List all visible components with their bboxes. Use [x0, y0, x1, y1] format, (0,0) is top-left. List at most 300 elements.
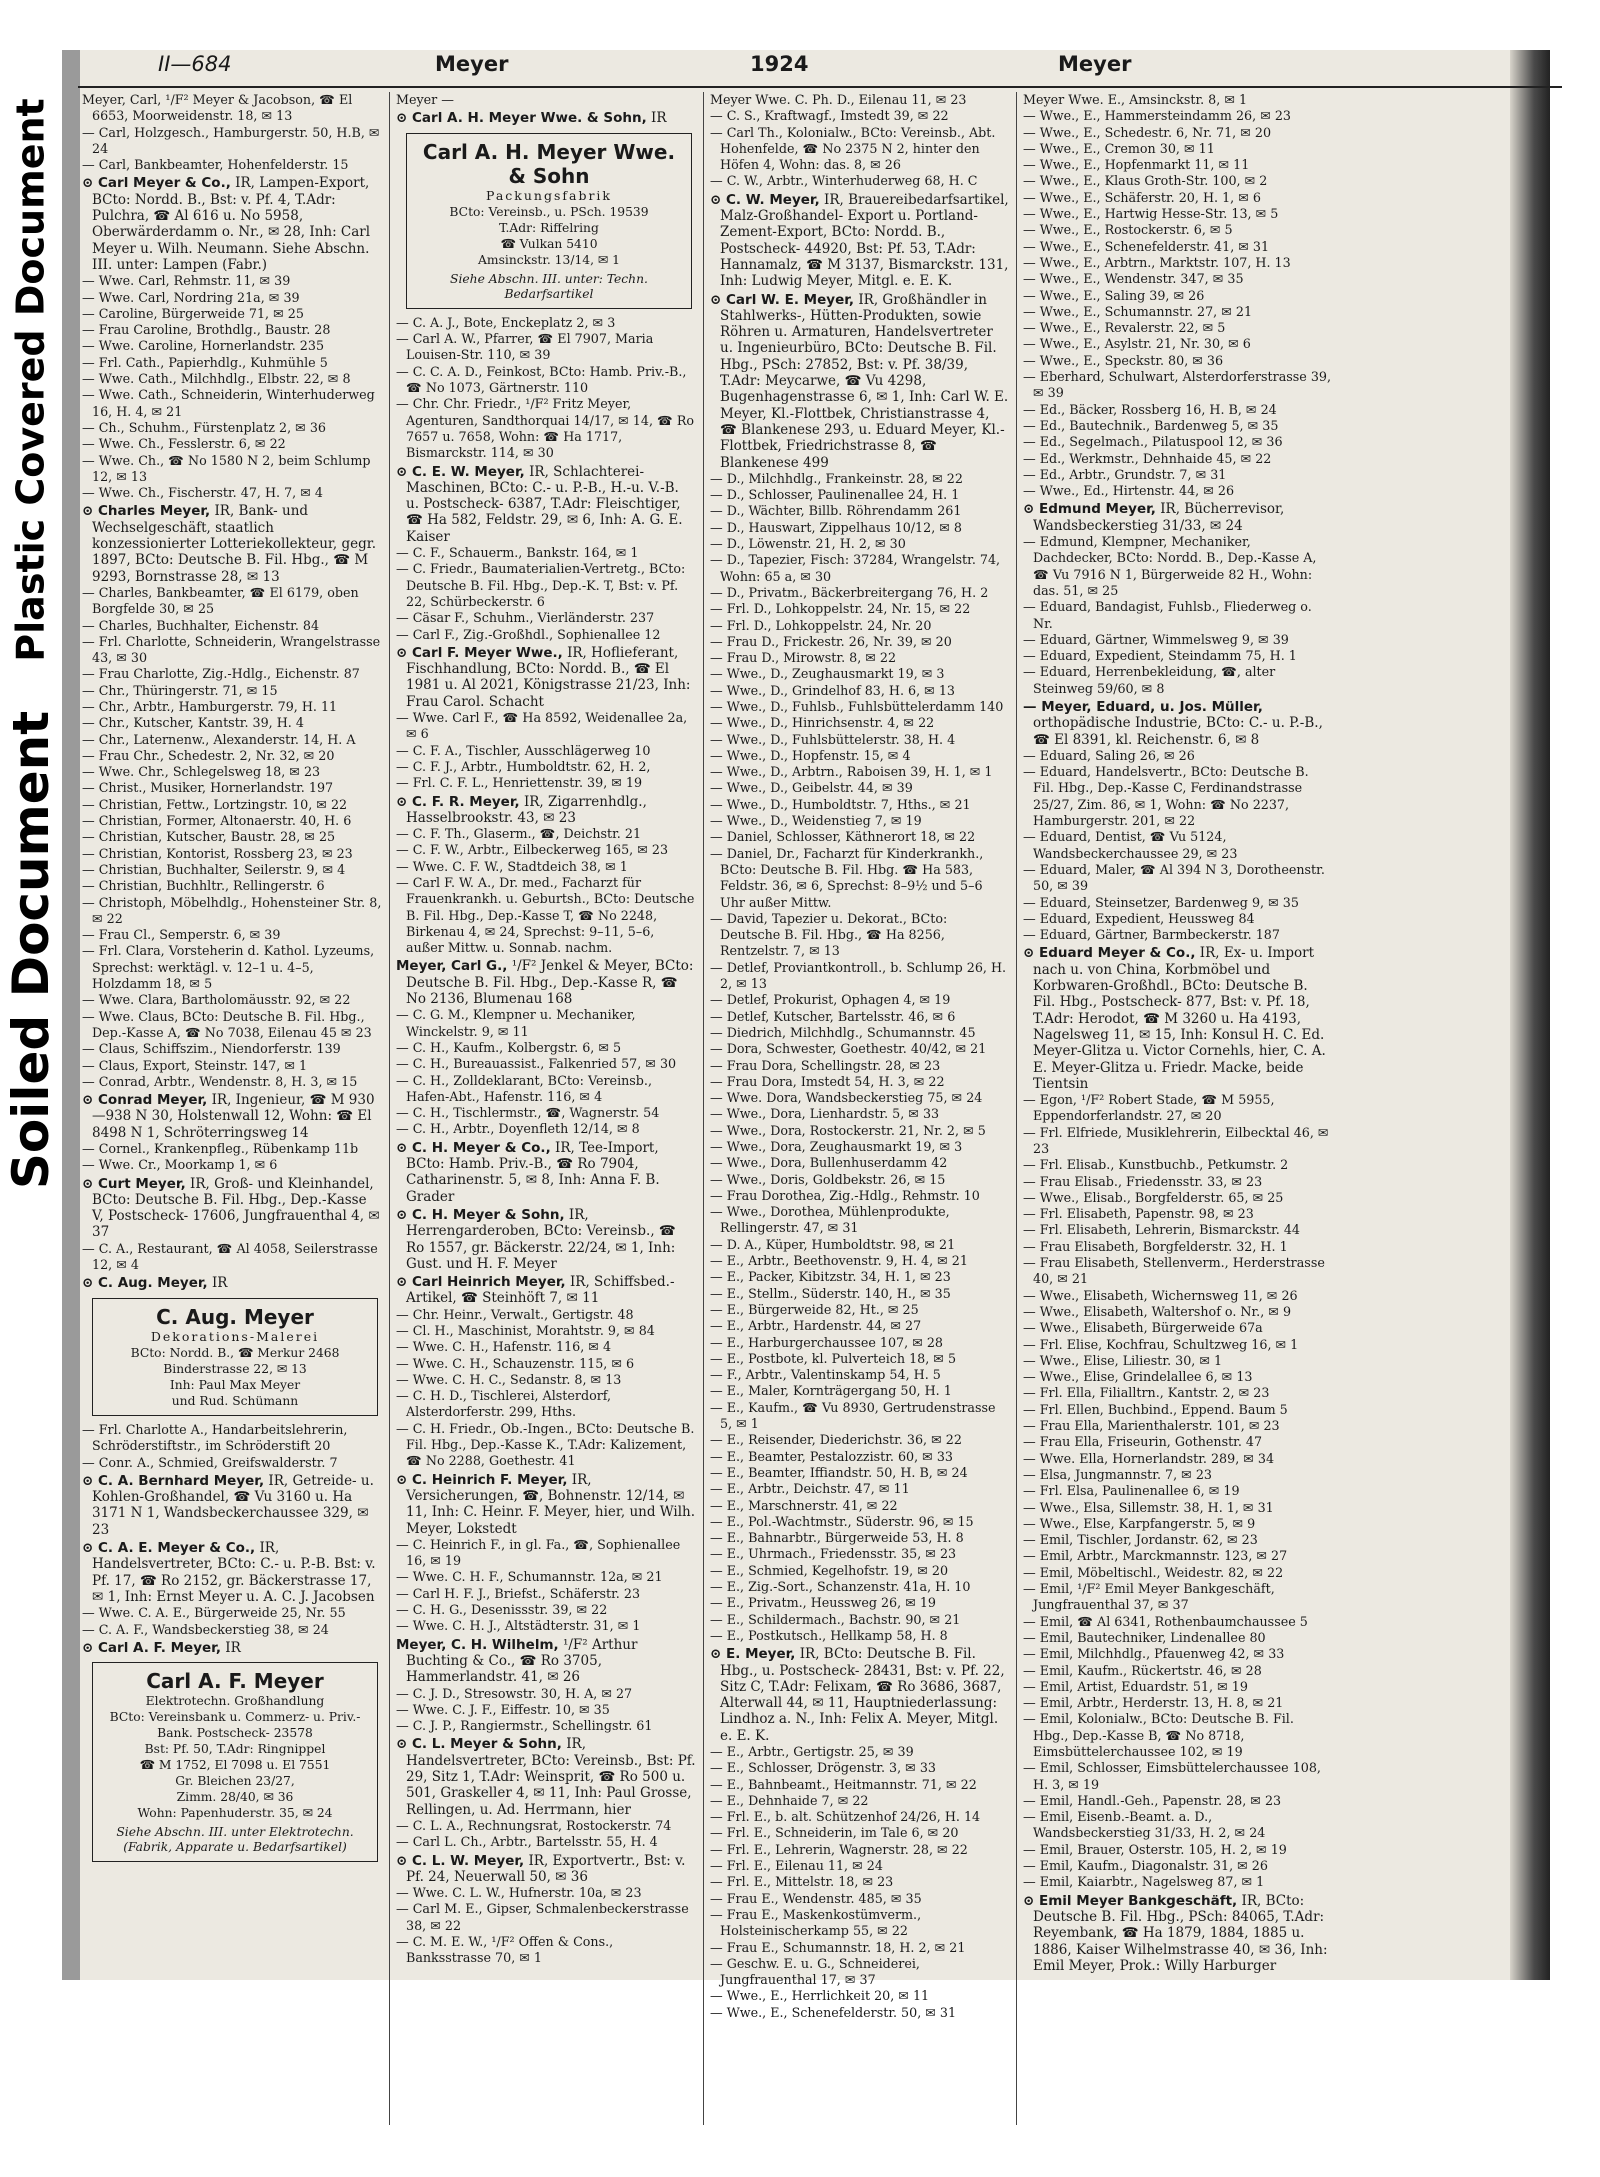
directory-entry	[1023, 748, 1333, 764]
entry-name: Edmund Meyer,	[1039, 501, 1156, 518]
directory-entry	[710, 764, 1010, 780]
page-number: II—684	[158, 52, 232, 76]
entry-text: IR	[211, 1275, 228, 1292]
ad-line: Bst: Pf. 50, T.Adr: Ringnippel	[144, 1742, 326, 1757]
directory-entry	[1023, 255, 1333, 271]
directory-entry	[82, 420, 382, 436]
entry-text: — E., Packer, Kibitzstr. 34, H. 1, ✉ 23	[710, 1269, 951, 1285]
directory-entry	[82, 829, 382, 845]
ad-title: Carl A. H. Meyer Wwe. & Sohn	[422, 139, 676, 188]
entry-text: — Wwe., E., Schumannstr. 27, ✉ 21	[1023, 303, 1253, 319]
directory-entry	[710, 1318, 1010, 1334]
directory-entry	[1023, 1581, 1333, 1614]
entry-text: — C. F. J., Arbtr., Humboldtstr. 62, H. 2,	[396, 758, 651, 774]
directory-entry	[710, 1172, 1010, 1188]
directory-entry	[396, 859, 696, 875]
directory-entry	[1023, 1304, 1333, 1320]
entry-text: — D., Privatm., Bäckerbreitergang 76, H. 2	[710, 584, 989, 600]
directory-entry	[82, 453, 382, 486]
entry-name: Carl F. Meyer Wwe.,	[412, 644, 563, 661]
directory-entry	[396, 1140, 696, 1205]
directory-entry	[710, 1253, 1010, 1269]
directory-entry	[1023, 699, 1333, 748]
entry-text: — Wwe., D., Humboldtstr. 7, Hths., ✉ 21	[710, 796, 971, 812]
directory-entry	[1023, 1500, 1333, 1516]
entry-text: — Detlef, Proviantkontroll., b. Schlump 26, H. 2, ✉ 13	[710, 959, 1007, 992]
directory-entry	[82, 1422, 382, 1455]
entry-name: E. Meyer,	[726, 1646, 796, 1663]
entry-text: — Emil, Handl.-Geh., Papenstr. 28, ✉ 23	[1023, 1792, 1282, 1808]
directory-entry	[1023, 320, 1333, 336]
directory-entry	[1023, 1206, 1333, 1222]
directory-entry	[396, 1207, 696, 1272]
entry-text: — Frl. Elsa, Paulinenallee 6, ✉ 19	[1023, 1483, 1240, 1499]
entry-text: — Frau Charlotte, Zig.-Hdlg., Eichenstr. 87	[82, 666, 360, 682]
entry-text: — Diedrich, Milchhdlg., Schumannstr. 45	[710, 1024, 976, 1040]
entry-name: C. F. R. Meyer,	[412, 793, 520, 810]
bullet-icon: ⊙	[396, 110, 413, 127]
directory-entry	[82, 371, 382, 387]
bullet-icon: ⊙	[396, 644, 413, 661]
directory-entry	[710, 1530, 1010, 1546]
entry-text: — C. L. A., Rechnungsrat, Rostockerstr. 74	[396, 1817, 672, 1833]
entry-text: — C. M. E. W., ¹/F² Offen & Cons., Banksstrasse 70, ✉ 1	[396, 1933, 614, 1966]
directory-entry	[82, 1473, 382, 1538]
directory-entry	[1023, 1157, 1333, 1173]
soiled-document-text: Soiled Document	[2, 710, 61, 1190]
entry-text: — Wwe., E., Hartwig Hesse-Str. 13, ✉ 5	[1023, 206, 1279, 222]
directory-entry	[710, 1628, 1010, 1644]
directory-entry	[710, 1123, 1010, 1139]
directory-entry	[710, 1106, 1010, 1122]
directory-entry	[710, 1041, 1010, 1057]
entry-text: — Christian, Fettw., Lortzingstr. 10, ✉ 22	[82, 796, 348, 812]
directory-entry	[1023, 1288, 1333, 1304]
directory-entry	[82, 175, 382, 273]
directory-entry	[710, 1432, 1010, 1448]
entry-text: — Frl. Elise, Kochfrau, Schultzweg 16, ✉ 1	[1023, 1336, 1299, 1352]
ad-line: Wohn: Papenhuderstr. 35, ✉ 24	[137, 1806, 333, 1821]
directory-entry	[396, 1637, 696, 1686]
directory-entry	[396, 842, 696, 858]
entry-text: — Detlef, Prokurist, Ophagen 4, ✉ 19	[710, 992, 951, 1008]
entry-text: — Wwe. Cath., Schneiderin, Winterhuderweg 16, H. 4, ✉ 21	[82, 387, 375, 419]
entry-text: — E., Uhrmach., Friedensstr. 35, ✉ 23	[710, 1546, 957, 1562]
directory-entry	[710, 1514, 1010, 1530]
directory-entry	[710, 125, 1010, 174]
entry-text: — Frl. C. F. L., Henriettenstr. 39, ✉ 19	[396, 775, 643, 791]
entry-text: — Carl, Holzgesch., Hamburgerstr. 50, H.B, ✉ 24	[82, 124, 380, 156]
bullet-icon: ⊙	[82, 1175, 99, 1192]
entry-text: — Ed., Bautechnik., Bardenweg 5, ✉ 35	[1023, 417, 1279, 433]
bullet-icon: ⊙	[710, 1646, 727, 1663]
directory-entry	[1023, 92, 1333, 108]
entry-text: — Christian, Buchhalter, Seilerstr. 9, ✉ 4	[82, 861, 346, 877]
directory-entry	[396, 1602, 696, 1618]
entry-text: — C. J. P., Rangiermstr., Schellingstr. 61	[396, 1718, 653, 1734]
entry-text: — C. S., Kraftwagf., Imstedt 39, ✉ 22	[710, 108, 949, 124]
directory-entry	[710, 1269, 1010, 1285]
directory-entry	[710, 1579, 1010, 1595]
entry-text: — Eduard, Maler, ☎ Al 394 N 3, Dorotheenstr. 50, ✉ 39	[1023, 861, 1325, 894]
entry-text: — Christian, Former, Altonaerstr. 40, H. 6	[82, 813, 352, 829]
directory-entry	[82, 92, 382, 125]
entry-text: — Wwe., E., Schenefelderstr. 50, ✉ 31	[710, 2004, 957, 2020]
entry-text: — Wwe. Ch., Fischerstr. 47, H. 7, ✉ 4	[82, 485, 323, 501]
directory-entry	[710, 797, 1010, 813]
entry-text: — Frau Dorothea, Zig.-Hdlg., Rehmstr. 10	[710, 1187, 980, 1203]
entry-text: — Frl. Elisabeth, Lehrerin, Bismarckstr. 44	[1023, 1222, 1301, 1238]
entry-text: — Wwe. Ella, Hornerlandstr. 289, ✉ 34	[1023, 1450, 1275, 1466]
directory-entry	[710, 666, 1010, 682]
entry-text: — Conrad, Arbtr., Wendenstr. 8, H. 3, ✉ 15	[82, 1073, 358, 1089]
entry-text: — C. C. A. D., Feinkost, BCto: Hamb. Priv.-B., ☎ No 1073, Gärtnerstr. 110	[396, 363, 687, 396]
entry-text: IR, BCto: Deutsche B. Fil. Hbg., u. Postscheck- 28431, Bst: v. Pf. 22, Sitz C, T.Adr: Felixam, ☎ Ro 3686, 3687, Alterwall 44, ✉ 11, Hauptniederlassung: Lindhoz a. N., Inh: Felix A. Meyer, Mitgl. e. E. K.	[720, 1646, 1005, 1744]
entry-text: — Chr., Laternenw., Alexanderstr. 14, H. A	[82, 731, 356, 747]
entry-text: — Wwe. C. H. J., Altstädterstr. 31, ✉ 1	[396, 1618, 641, 1634]
entry-text: — E., Marschnerstr. 41, ✉ 22	[710, 1497, 898, 1513]
entry-text: — Frau E., Maskenkostümverm., Holsteinischerkamp 55, ✉ 22	[710, 1906, 922, 1939]
entry-text: — Wwe., Dora, Lienhardstr. 5, ✉ 33	[710, 1106, 940, 1122]
entry-text: — C. F. W., Arbtr., Eilbeckerweg 165, ✉ 23	[396, 842, 669, 858]
entry-text: — Wwe., Elise, Liliestr. 30, ✉ 1	[1023, 1352, 1223, 1368]
directory-entry	[710, 911, 1010, 960]
bullet-icon: ⊙	[396, 1139, 413, 1156]
entry-text: — D., Hauswart, Zippelhaus 10/12, ✉ 8	[710, 519, 963, 535]
column-rule	[1016, 92, 1017, 2125]
directory-entry	[710, 1367, 1010, 1383]
entry-text: — E., Harburgerchaussee 107, ✉ 28	[710, 1334, 944, 1350]
entry-text: — Emil, Eisenb.-Beamt. a. D., Wandsbeckerstieg 31/33, H. 2, ✉ 24	[1023, 1809, 1266, 1841]
directory-entry	[82, 992, 382, 1008]
entry-text: — D., Wächter, Billb. Röhrendamm 261	[710, 503, 962, 519]
entry-text: IR, Lampen-Export, BCto: Nordd. B., Bst: v. Pf. 4, T.Adr: Pulchra, ☎ Al 616 u. No 5958, Oberwärderdamm o. Nr., ✉ 28, Inh: Carl Meyer u. Wilh. Neumann. Siehe Abschn. III. unter: Lampen (Fabr.)	[92, 175, 371, 273]
directory-entry	[396, 396, 696, 461]
directory-entry	[710, 1009, 1010, 1025]
entry-text: — Wwe., Elisabeth, Wichernsweg 11, ✉ 26	[1023, 1287, 1298, 1303]
directory-entry	[710, 1874, 1010, 1890]
entry-text: — E., Schmied, Kegelhofstr. 19, ✉ 20	[710, 1562, 949, 1578]
directory-entry	[1023, 1369, 1333, 1385]
directory-entry	[1023, 467, 1333, 483]
directory-entry	[1023, 895, 1333, 911]
ad-line: Gr. Bleichen 23/27,	[175, 1774, 295, 1789]
directory-entry	[82, 732, 382, 748]
entry-text: — Frl. Elisabeth, Papenstr. 98, ✉ 23	[1023, 1206, 1254, 1222]
entry-text: — Wwe., E., Asylstr. 21, Nr. 30, ✉ 6	[1023, 336, 1251, 352]
entry-text: — Wwe. Caroline, Hornerlandstr. 235	[82, 338, 325, 354]
entry-text: — Wwe. Ch., Fesslerstr. 6, ✉ 22	[82, 436, 286, 452]
directory-entry	[710, 1744, 1010, 1760]
directory-entry	[82, 1605, 382, 1621]
directory-entry	[1023, 1434, 1333, 1450]
entry-name: C. H. Meyer & Sohn,	[412, 1206, 565, 1223]
ad-subtitle: Packungsfabrik	[485, 187, 613, 203]
entry-text: — Frau Ella, Marienthalerstr. 101, ✉ 23	[1023, 1418, 1280, 1434]
directory-entry	[396, 1818, 696, 1834]
entry-text: — Eduard, Herrenbekleidung, ☎, alter Steinweg 59/60, ✉ 8	[1023, 664, 1276, 696]
directory-entry	[82, 683, 382, 699]
directory-entry	[82, 813, 382, 829]
directory-entry	[396, 1618, 696, 1634]
entry-text: — Detlef, Kutscher, Bartelsstr. 46, ✉ 6	[710, 1008, 956, 1024]
entry-text: — E., Beamter, Iffiandstr. 50, H. B, ✉ 24	[710, 1464, 968, 1480]
entry-text: — Wwe., Dora, Rostockerstr. 21, Nr. 2, ✉ 5	[710, 1122, 986, 1138]
entry-text: — F., Arbtr., Valentinskamp 54, H. 5	[710, 1367, 941, 1383]
entry-text: — Carl L. Ch., Arbtr., Bartelsstr. 55, H. 4	[396, 1834, 658, 1850]
entry-name: C. L. Meyer & Sohn,	[412, 1736, 562, 1753]
directory-entry	[1023, 1695, 1333, 1711]
directory-entry	[1023, 1418, 1333, 1434]
directory-entry	[396, 826, 696, 842]
directory-entry	[1023, 190, 1333, 206]
entry-name: C. W. Meyer,	[726, 191, 820, 208]
directory-entry	[82, 1141, 382, 1157]
directory-entry	[396, 1934, 696, 1967]
entry-text: — Emil, ¹/F² Emil Meyer Bankgeschäft, Jungfrauenthal 37, ✉ 37	[1023, 1581, 1275, 1613]
directory-entry	[82, 1092, 382, 1141]
directory-entry	[710, 1383, 1010, 1399]
entry-text: — Wwe., D., Arbtrn., Raboisen 39, H. 1, ✉ 1	[710, 764, 993, 780]
entry-text: — Emil, Bautechniker, Lindenallee 80	[1023, 1629, 1266, 1645]
directory-entry	[710, 173, 1010, 189]
entry-text: IR, Herrengarderoben, BCto: Vereinsb., ☎ Ro 1557, gr. Bäckerstr. 22/24, ✉ 1, Inh: Gust. und H. F. Meyer	[406, 1206, 676, 1272]
directory-entry	[1023, 157, 1333, 173]
directory-entry	[396, 1834, 696, 1850]
entry-text: — C. H., Zolldeklarant, BCto: Vereinsb., Hafen-Abt., Hafenstr. 116, ✉ 4	[396, 1072, 652, 1104]
plastic-covered-text: Plastic Covered Document	[9, 98, 54, 662]
directory-entry	[1023, 1174, 1333, 1190]
entry-text: — Frl. E., Eilenau 11, ✉ 24	[710, 1858, 883, 1874]
directory-entry	[82, 780, 382, 796]
entry-text: — Eduard, Steinsetzer, Bardenweg 9, ✉ 35	[1023, 894, 1299, 910]
entry-text: — Wwe., E., Cremon 30, ✉ 11	[1023, 140, 1215, 156]
directory-entry	[82, 846, 382, 862]
entry-text: — Wwe. C. H. F., Schumannstr. 12a, ✉ 21	[396, 1569, 663, 1585]
entry-text: — Wwe., E., Hopfenmarkt 11, ✉ 11	[1023, 157, 1250, 173]
directory-entry	[710, 1563, 1010, 1579]
directory-entry	[1023, 534, 1333, 599]
directory-entry	[1023, 1793, 1333, 1809]
directory-entry	[710, 1335, 1010, 1351]
directory-entry	[710, 1777, 1010, 1793]
entry-text: — Frau Ella, Friseurin, Gothenstr. 47	[1023, 1434, 1263, 1450]
entry-text: — Frl. Ella, Filialltrn., Kantstr. 2, ✉ 23	[1023, 1385, 1270, 1401]
directory-entry	[82, 862, 382, 878]
entry-text: — Wwe. Dora, Wandsbeckerstieg 75, ✉ 24	[710, 1090, 983, 1106]
entry-text: — Eduard, Gärtner, Wimmelsweg 9, ✉ 39	[1023, 631, 1289, 647]
directory-entry	[82, 1540, 382, 1605]
entry-text: — Frau Cl., Semperstr. 6, ✉ 39	[82, 927, 281, 943]
directory-entry	[710, 1907, 1010, 1940]
entry-text: — Wwe., E., Saling 39, ✉ 26	[1023, 287, 1205, 303]
entry-text: IR	[225, 1639, 241, 1656]
entry-text: — Frau Caroline, Brothdlg., Baustr. 28	[82, 322, 331, 338]
directory-entry	[396, 875, 696, 956]
directory-entry	[1023, 1893, 1333, 1974]
entry-name: Emil Meyer Bankgeschäft,	[1039, 1892, 1238, 1909]
directory-entry	[710, 1481, 1010, 1497]
directory-entry	[710, 1025, 1010, 1041]
bullet-icon: ⊙	[1023, 945, 1040, 962]
entry-text: — Wwe., Dorothea, Mühlenprodukte, Rellingerstr. 47, ✉ 31	[710, 1204, 950, 1236]
entry-text: — Frau Elisabeth, Stellenverm., Herderstrasse 40, ✉ 21	[1023, 1255, 1325, 1287]
directory-entry	[396, 1421, 696, 1470]
entry-text: Meyer, Carl, ¹/F² Meyer & Jacobson, ☎ El 6653, Moorweidenstr. 18, ✉ 13	[82, 92, 353, 124]
directory-entry	[396, 610, 696, 626]
directory-entry	[710, 108, 1010, 124]
directory-entry	[1023, 1646, 1333, 1662]
directory-entry	[82, 1041, 382, 1057]
directory-entry	[710, 618, 1010, 634]
directory-entry	[396, 1853, 696, 1886]
directory-entry	[1023, 125, 1333, 141]
directory-entry	[396, 1007, 696, 1040]
directory-entry	[1023, 1125, 1333, 1158]
directory-entry	[710, 1646, 1010, 1744]
entry-text: — E., Arbtr., Hardenstr. 44, ✉ 27	[710, 1318, 922, 1334]
bullet-icon: ⊙	[82, 1639, 99, 1656]
directory-entry	[82, 715, 382, 731]
directory-entry	[82, 503, 382, 584]
directory-entry	[396, 331, 696, 364]
bullet-icon: ⊙	[710, 291, 727, 308]
directory-entry	[710, 1842, 1010, 1858]
directory-entry	[396, 759, 696, 775]
entry-text: — David, Tapezier u. Dekorat., BCto: Deutsche B. Fil. Hbg., ☎ Ha 8256, Rentzelstr. 7, ✉ 13	[710, 910, 948, 959]
entry-text: — Wwe. Carl, Nordring 21a, ✉ 39	[82, 289, 300, 305]
entry-text: — Eberhard, Schulwart, Alsterdorferstrasse 39, ✉ 39	[1023, 369, 1331, 401]
directory-entry	[396, 545, 696, 561]
directory-entry	[710, 2005, 1010, 2021]
bullet-icon: ⊙	[396, 1206, 413, 1223]
entry-text: — Christoph, Möbelhdlg., Hohensteiner Str. 8, ✉ 22	[82, 894, 382, 926]
plastic-covered-label	[0, 100, 62, 660]
directory-entry	[710, 1595, 1010, 1611]
directory-entry	[82, 797, 382, 813]
directory-entry	[396, 710, 696, 743]
entry-name: Conrad Meyer,	[98, 1092, 208, 1109]
entry-text: — E., Bahnbeamt., Heitmannstr. 71, ✉ 22	[710, 1776, 977, 1792]
entry-text: — Frau Elisabeth, Borgfelderstr. 32, H. 1	[1023, 1238, 1288, 1254]
bullet-icon: ⊙	[82, 1092, 99, 1109]
entry-text: IR, Schiffsbed.-Artikel, ☎ Steinhöft 7, ✉ 11	[406, 1274, 675, 1307]
directory-entry	[1023, 1874, 1333, 1890]
directory-entry	[82, 878, 382, 894]
bullet-icon: ⊙	[710, 191, 727, 208]
entry-text: IR, Handelsvertreter, BCto: C.- u. P.-B. Bst: v. Pf. 17, ☎ Ro 2152, gr. Bäckerstrasse 17, ✉ 1, Inh: Ernst Meyer u. A. C. J. Jacobsen	[92, 1540, 376, 1605]
directory-entry	[82, 699, 382, 715]
entry-text: — Ed., Segelmach., Pilatuspool 12, ✉ 36	[1023, 434, 1283, 450]
entry-name: C. H. Meyer & Co.,	[412, 1139, 551, 1156]
ad-line: Inh: Paul Max Meyer	[169, 1377, 301, 1392]
entry-text: — Wwe., E., Herrlichkeit 20, ✉ 11	[710, 1988, 930, 2004]
directory-entry	[82, 895, 382, 928]
entry-text: — Wwe., E., Revalerstr. 22, ✉ 5	[1023, 320, 1226, 336]
directory-entry	[1023, 1353, 1333, 1369]
entry-text: — Carl H. F. J., Briefst., Schäferstr. 23	[396, 1585, 641, 1601]
entry-text: — Wwe., D., Fuhlsbüttelerstr. 38, H. 4	[710, 731, 956, 747]
entry-name: C. Heinrich F. Meyer,	[412, 1471, 568, 1488]
entry-text: — Frl. Clara, Vorsteherin d. Kathol. Lyzeums, Sprechst: werktägl. v. 12–1 u. 4–5, Holzdamm 18, ✉ 5	[82, 943, 375, 992]
entry-text: — Frau D., Mirowstr. 8, ✉ 22	[710, 650, 897, 666]
directory-entry	[1023, 945, 1333, 1092]
entry-text: — Frl. D., Lohkoppelstr. 24, Nr. 15, ✉ 22	[710, 601, 971, 617]
ad-subtitle: Dekorations-Malerei	[150, 1328, 320, 1344]
entry-text: — C. A. F., Wandsbeckerstieg 38, ✉ 24	[82, 1621, 329, 1637]
directory-entry	[1023, 501, 1333, 534]
directory-column-2	[396, 92, 696, 2125]
entry-text: — C. A., Restaurant, ☎ Al 4058, Seilerstrasse 12, ✉ 4	[82, 1240, 378, 1273]
entry-name: — Meyer, Eduard, u. Jos. Müller,	[1023, 698, 1263, 715]
entry-text: — E., Stellm., Süderstr. 140, H., ✉ 35	[710, 1285, 951, 1301]
entry-text: — E., Postkutsch., Hellkamp 58, H. 8	[710, 1627, 948, 1643]
entry-name: C. L. W. Meyer,	[412, 1852, 525, 1869]
entry-text: — C. H., Tischlermstr., ☎, Wagnerstr. 54	[396, 1105, 660, 1121]
entry-text: — C. H. G., Desenissstr. 39, ✉ 22	[396, 1602, 608, 1618]
directory-entry	[1023, 1760, 1333, 1793]
directory-entry	[710, 1302, 1010, 1318]
entry-text: — Wwe., Elisabeth, Waltershof o. Nr., ✉ 9	[1023, 1303, 1292, 1319]
column-rule	[389, 92, 390, 2125]
directory-entry	[1023, 1679, 1333, 1695]
entry-text: — Wwe., Dora, Zeughausmarkt 19, ✉ 3	[710, 1139, 963, 1154]
directory-entry	[1023, 1548, 1333, 1564]
entry-text: IR, Versicherungen, ☎, Bohnenstr. 12/14, ✉ 11, Inh: C. Heinr. F. Meyer, hier, und Wilh. Meyer, Lokstedt	[406, 1471, 696, 1537]
entry-text: — Wwe., Elisabeth, Bürgerweide 67a	[1023, 1320, 1263, 1336]
directory-entry	[710, 960, 1010, 993]
entry-text: — Frl. Charlotte, Schneiderin, Wrangelstrasse 43, ✉ 30	[82, 633, 381, 666]
entry-name: Carl W. E. Meyer,	[726, 291, 855, 308]
entry-text: — E., Pol.-Wachtmstr., Süderstr. 96, ✉ 15	[710, 1513, 974, 1529]
directory-entry	[1023, 1565, 1333, 1581]
column-rule	[703, 92, 704, 2125]
advertisement-box	[92, 1662, 378, 1862]
directory-entry	[396, 1339, 696, 1355]
entry-text: — Chr. Chr. Friedr., ¹/F² Fritz Meyer, Agenturen, Sandthorquai 14/17, ✉ 14, ☎ Ro 7657 u. 7658, Wohn: ☎ Ha 1717, Bismarckstr. 114, ✉ 30	[396, 396, 695, 461]
entry-text: orthopädische Industrie, BCto: C.- u. P.-B., ☎ El 8391, kl. Reichenstr. 6, ✉ 8	[1033, 715, 1323, 748]
directory-entry	[1023, 336, 1333, 352]
entry-text: IR, Großhändler in Stahlwerks-, Hütten-Produkten, sowie Röhren u. Armaturen, Handelsvertreter u. Ingenieurbüro, BCto: Deutsche B. Fil. Hbg., PSch: 27852, Bst: v. Pf. 38/39, T.Adr: Meycarwe, ☎ Vu 4298, Bugenhagenstrasse 6, ✉ 1, Inh: Carl W. E. Meyer, Kl.-Flottbek, Christianstrasse 4, ☎ Blankenese 293, u. Eduard Meyer, Kl.-Flottbek, Friedrichstrasse 8, ☎ Blankenese 499	[720, 291, 1009, 471]
entry-text: — Carl M. E., Gipser, Schmalenbeckerstrasse 38, ✉ 22	[396, 1901, 689, 1933]
entry-name: C. Aug. Meyer,	[98, 1275, 208, 1292]
entry-text: — D., Löwenstr. 21, H. 2, ✉ 30	[710, 536, 906, 552]
directory-entry	[82, 125, 382, 158]
entry-text: — Daniel, Dr., Facharzt für Kinderkrankh., BCto: Deutsche B. Fil. Hbg. ☎ Ha 583, Feldstr. 36, ✉ 6, Sprechst: 8–9½ und 5–6 Uhr außer Mittw.	[710, 845, 984, 910]
entry-text: — D., Tapezier, Fisch: 37284, Wrangelstr. 74, Wohn: 65 a, ✉ 30	[710, 552, 1001, 584]
bullet-icon: ⊙	[396, 463, 413, 480]
directory-entry	[82, 748, 382, 764]
entry-text: — Eduard, Saling 26, ✉ 26	[1023, 747, 1195, 763]
entry-text: — Ed., Bäcker, Rossberg 16, H. B, ✉ 24	[1023, 401, 1277, 417]
entry-text: — Wwe., D., Hinrichsenstr. 4, ✉ 22	[710, 715, 935, 731]
entry-text: — Wwe. C. L. W., Hufnerstr. 10a, ✉ 23	[396, 1885, 642, 1901]
directory-entry	[1023, 1239, 1333, 1255]
entry-name: Meyer, Carl G.,	[396, 958, 508, 975]
directory-entry	[82, 943, 382, 992]
entry-text: — Frau Elisab., Friedensstr. 33, ✉ 23	[1023, 1173, 1263, 1189]
entry-text: — C. F. A., Tischler, Ausschlägerweg 10	[396, 742, 651, 758]
directory-entry	[82, 1455, 382, 1471]
bullet-icon: ⊙	[1023, 1892, 1040, 1909]
bullet-icon: ⊙	[1023, 501, 1040, 518]
directory-entry	[396, 775, 696, 791]
directory-entry	[1023, 288, 1333, 304]
directory-entry	[396, 1586, 696, 1602]
directory-entry	[82, 157, 382, 173]
directory-entry	[82, 387, 382, 420]
entry-text: — Wwe., D., Fuhlsb., Fuhlsbüttelerdamm 140	[710, 698, 1004, 714]
